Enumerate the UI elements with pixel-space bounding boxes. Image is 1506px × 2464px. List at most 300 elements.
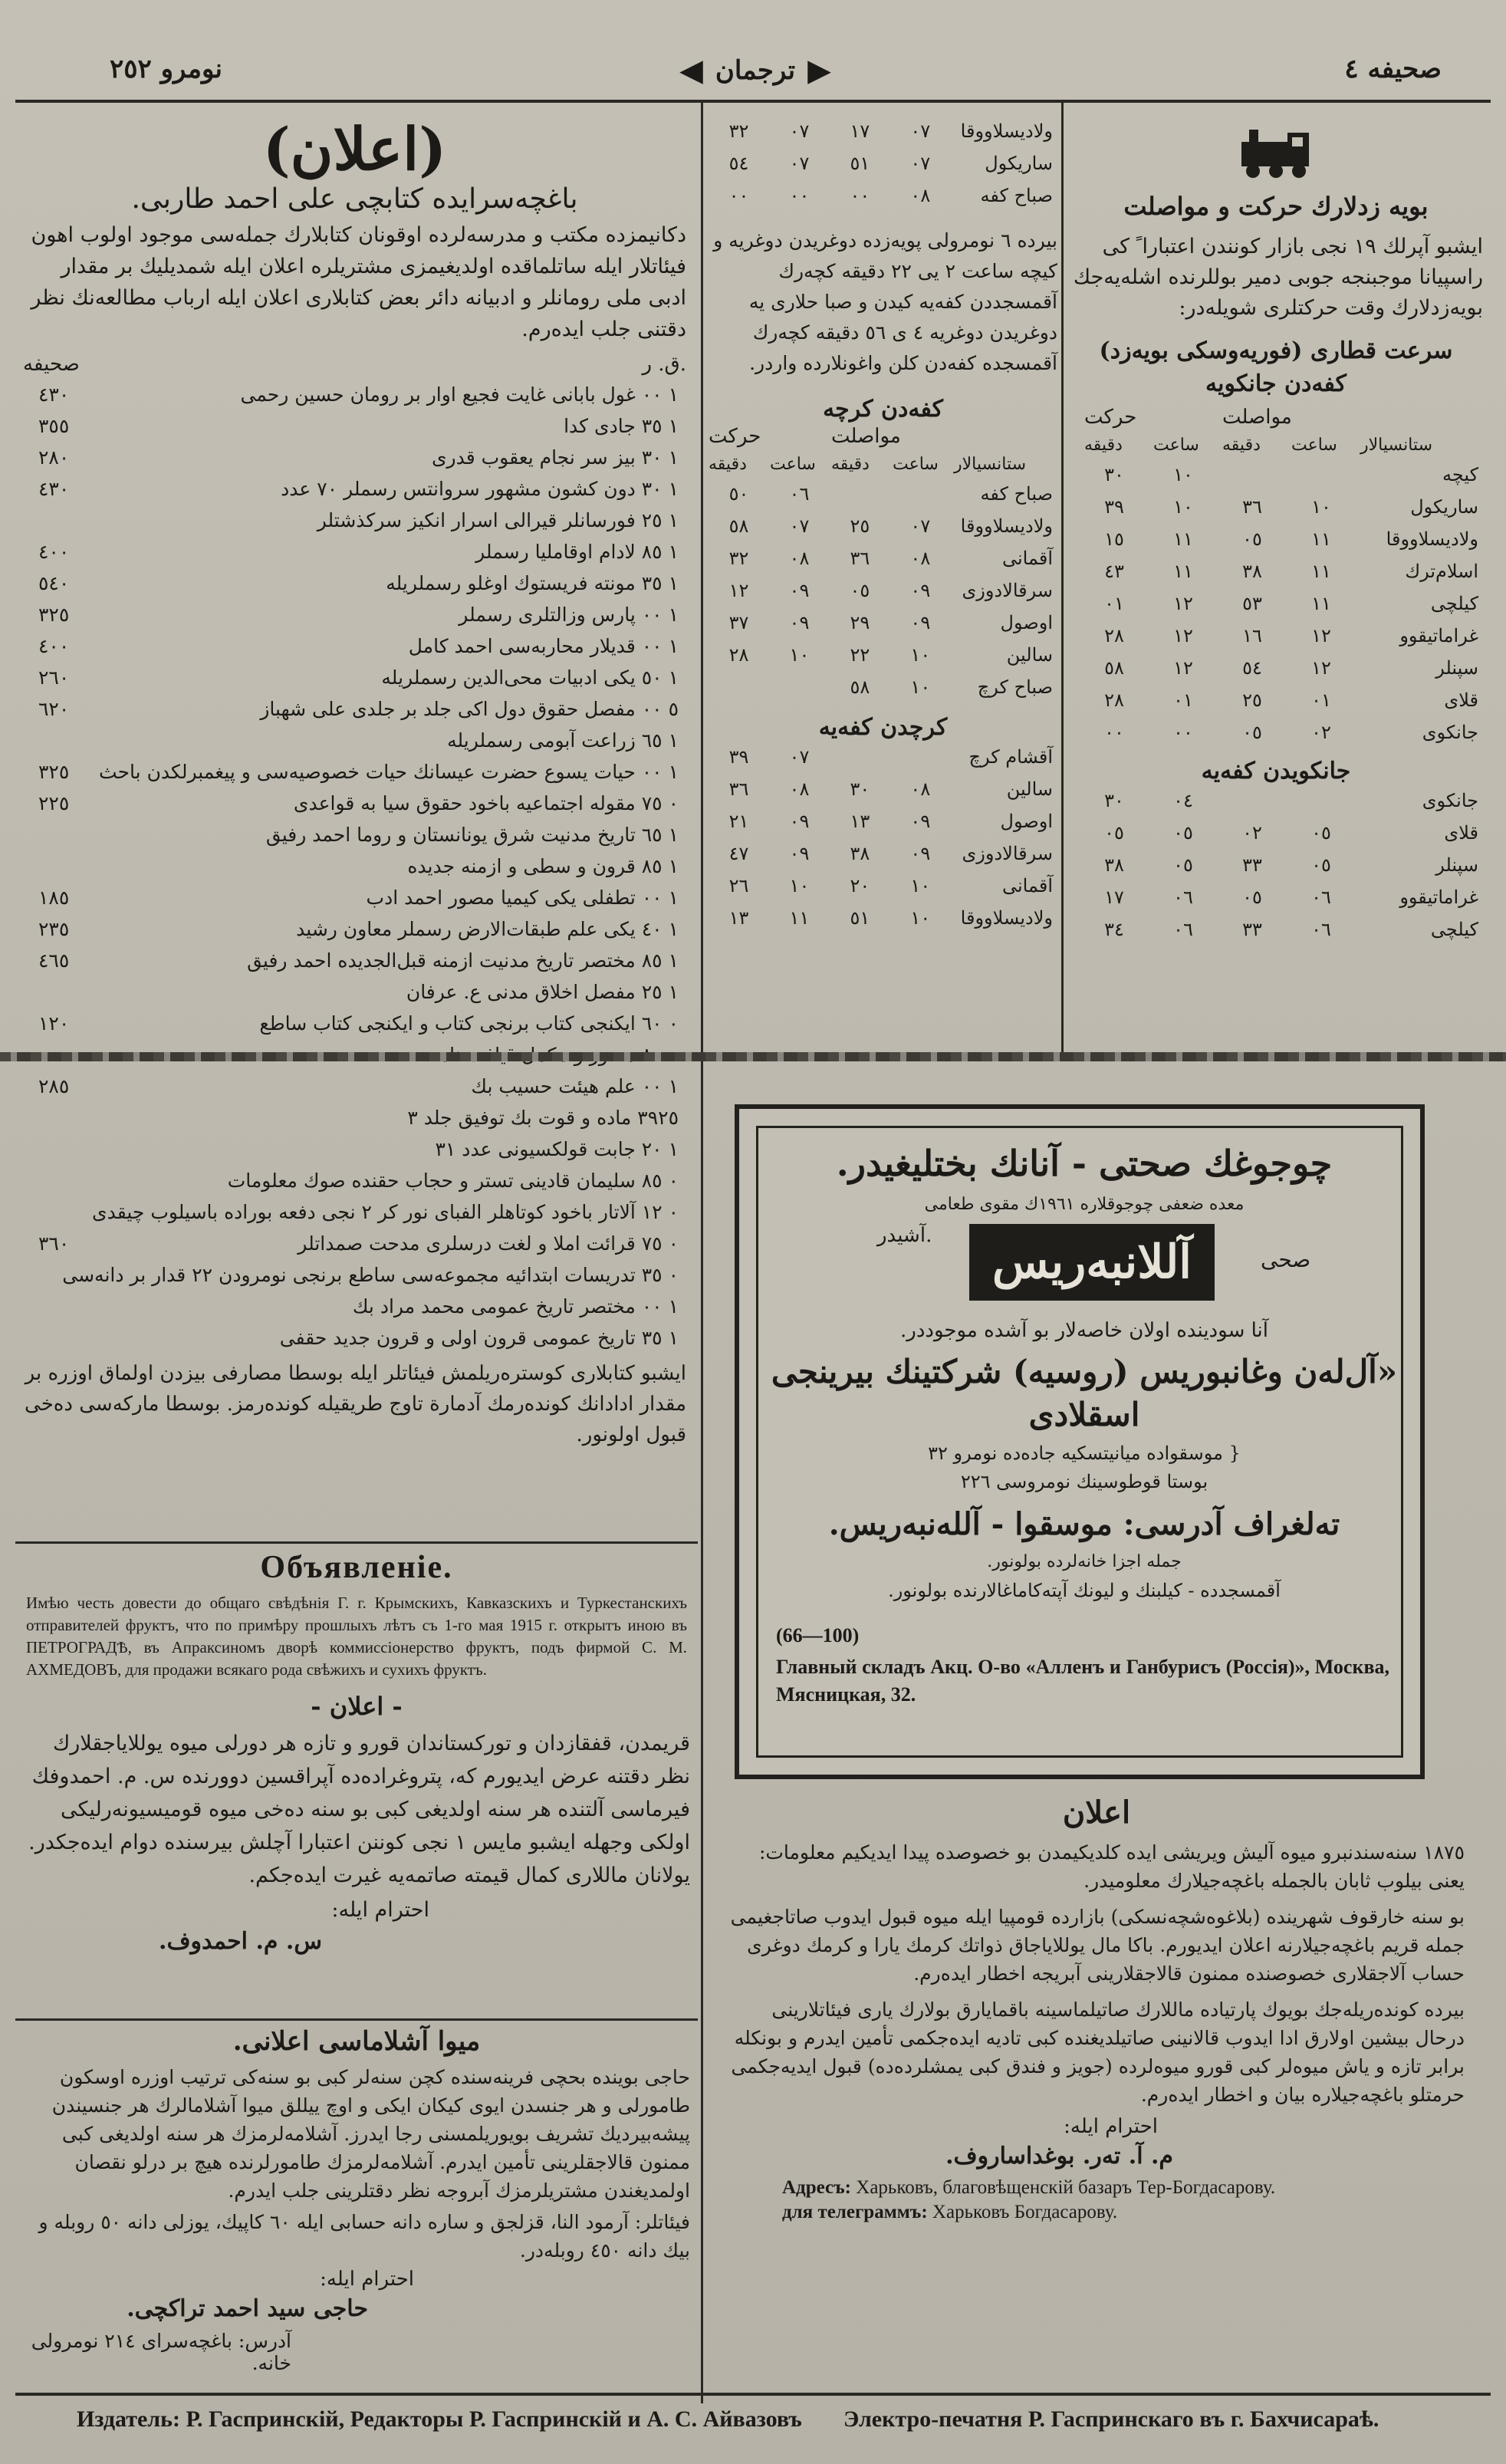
station-name: ساريكول [1410, 496, 1478, 518]
bookshop-ad [15, 115, 694, 1455]
book-pages: ١٢٠ [38, 1012, 70, 1035]
time-cell: ٥٤ [728, 153, 749, 174]
book-title: ٥ ٠٠ مفصل حقوق دول اكى جلد بر جلدى على شهباز [260, 698, 679, 720]
timetable-row [709, 115, 1057, 147]
station-name: جانكوى [1422, 790, 1478, 811]
time-cell: ٢٥ [1242, 689, 1262, 711]
timetable-intro: ايشبو آپرلك ١٩ نجى بازار كونندن اعتبارا ً كى راسپيانا موجبنجه جوبى دمير بوللرنده اشله‌يه‌جك بويه‌زدلارك وقت حركتلرى شويله‌در: [1073, 235, 1483, 320]
time-cell: ١٠ [789, 644, 810, 666]
book-list-item [15, 536, 694, 567]
book-title: ١ ٣٠ بيز سر نجام يعقوب قدرى [431, 446, 679, 469]
time-cell: ٠٦ [1173, 919, 1193, 940]
time-cell: ٠٥ [1242, 887, 1262, 908]
station-name: ولاديسلاووقا [960, 120, 1053, 142]
time-cell: ٢٨ [728, 644, 749, 666]
time-cell: ٣٣ [1242, 919, 1262, 940]
book-title: ١ ٢٠ جابت قولكسيونى عدد ٣١ [435, 1138, 679, 1160]
book-title: ١ ٣٠ دون كشون مشهور سروانتس رسملر ٧٠ عدد [281, 478, 679, 500]
timetable-row [1069, 849, 1483, 881]
issue-number: نومرو ٢٥٢ [109, 54, 222, 84]
time-cell: ٤٣ [1104, 561, 1124, 582]
book-title: ١ ٨٥ مختصر تاريخ مدنيت ازمنه قبل‌الجديده احمد رفيق [247, 949, 679, 972]
notice-body: Имѣю честь довести до общаго свѣдѣнія Г. г. Крымскихъ, Кавказскихъ и Туркестанскихъ отправителей фруктъ, что по примѣру прошлыхъ лѣтъ съ 1-го мая 1915 г. открытъ иною въ ПЕТРОГРАДѢ, въ Апраксиномъ дворѣ коммиссіонерство фруктъ, подъ фирмой С. М. АХМЕДОВЪ, для продажи всякаго рода свѣжихъ и сухихъ фруктъ. [26, 1594, 687, 1679]
time-cell: ٤٧ [728, 843, 749, 864]
time-cell: ٠٥ [1104, 822, 1124, 844]
book-list-item [15, 662, 694, 693]
notice-title: Объявленіе. [260, 1550, 453, 1585]
book-title: ١ ٠٠ علم هيئت حسيب بك [471, 1075, 679, 1097]
book-pages: ٣٥٥ [38, 415, 70, 437]
station-name: ولاديسلاووقا [1386, 528, 1478, 550]
book-list-item [15, 1291, 694, 1322]
ad-tagline: آنا سودينده اولان خاصه‌لار بو آشده موجوددر. [900, 1319, 1268, 1342]
book-pages: ٤٣٠ [38, 383, 70, 406]
fast-train-label: سرعت قطارى (فوريه‌وسكى‌ بويه‌زد) [1099, 337, 1453, 364]
station-name: ساريكول [985, 153, 1053, 174]
timetable-rows [709, 741, 1057, 934]
book-list-item [15, 1008, 694, 1039]
time-cell: ٠٢ [1242, 822, 1262, 844]
time-cell: ١٠ [1311, 496, 1331, 518]
route-label: كفه‌دن جانكويه [1205, 370, 1347, 397]
book-title: ٠ ١٢ آلاتار باخود كوتاهلر الفباى نور كر ٢ نجى دفعه بوراده باسيلوب چيقدى [92, 1201, 679, 1223]
time-cell: ١٢ [728, 580, 749, 601]
book-title: ٠ ٣٥ تدريسات ابتدائيه مجموعه‌سى ساطع برنجى نومرودن ٢٢ قدار بر دانه‌سى [62, 1264, 679, 1286]
book-title: ١ ٦٥ زراعت آبومى رسملريله [447, 729, 679, 752]
station-name: سرقالادوزى [962, 843, 1053, 864]
ad-russian-address: Главный складъ Акц. О-во «Алленъ и Ганбурисъ (Россія)», Москва, Мясницкая, 32. [776, 1656, 1389, 1706]
time-cell: ١٢ [1311, 625, 1331, 646]
time-cell: ٠١ [1311, 689, 1331, 711]
station-name: غراماتيقوو [1399, 625, 1478, 646]
time-cell: ١٠ [910, 875, 931, 896]
grafting-prices: فيئاتلر: آرمود النا، قزلجق و ساره دانه حسابى ايله ٦٠ كاپيك، يوزلى دانه ٥٠ روبله و بيك دانه ٤٥٠ روبله‌در. [38, 2211, 690, 2262]
book-pages: ٤٠٠ [38, 635, 70, 657]
time-cell: ١٠ [910, 676, 931, 698]
time-cell: ١١ [789, 907, 810, 929]
book-title: ١ ٠٠ حيات يسوع حضرت عيسانك حيات خصوصيه‌سى و پيغمبرلكدن باحث [99, 761, 679, 783]
timetable-rows [709, 478, 1057, 703]
time-cell: ٠٩ [910, 580, 931, 601]
station-name: سپنلر [1435, 854, 1478, 876]
book-list-item [15, 410, 694, 442]
book-list-item [15, 567, 694, 599]
book-pages: ٢٨٠ [38, 446, 70, 469]
time-cell: ٥٨ [728, 515, 749, 537]
time-cell: ١١ [1173, 561, 1193, 582]
book-title: ١ ٨٥ لادام اوقامليا رسملر [475, 541, 679, 563]
masthead [629, 48, 882, 94]
book-list-item [15, 913, 694, 945]
ad-note2: آقمسجدده - كيلبنك و ليونك آپته‌كاماغالارنده بولونور. [888, 1580, 1281, 1601]
timetable-row [709, 147, 1057, 179]
time-cell: ٣٨ [850, 843, 870, 864]
timetable-row [709, 902, 1057, 934]
time-cell: ٠٤ [1173, 790, 1193, 811]
time-cell: ٢٥ [850, 515, 870, 537]
train-icon [1069, 115, 1483, 192]
book-list-item [15, 945, 694, 976]
time-cell: ٣٩ [728, 746, 749, 768]
book-list-item [15, 1165, 694, 1196]
time-cell: ٣٧ [728, 612, 749, 633]
time-cell: ٢٩ [850, 612, 870, 633]
book-title: ٠ ٦٠ ايكنجى كتاب برنجى كتاب و ايكنجى كتاب ساطع [259, 1012, 679, 1035]
book-title: ٠ ٧٥ قرائت املا و لغت درسلرى مدحت صمداتلر [298, 1232, 679, 1255]
time-cell: ٥١ [850, 153, 870, 174]
timetable-note: بيرده ٦ نومرولى پويه‌زده دوغريدن دوغريه ‌و كيچه ساعت ٢ يى ٢٢ دقيقه كچه‌رك آقمسجددن كفه‌يه كيدن و صبا حلارى يه دوغريدن دوغريه ٤ ى ٥٦ دقيقه كچه‌رك آقمسجده كفه‌دن كلن واغونلارده واردر. [713, 229, 1057, 374]
station-name: قلاى [1444, 822, 1478, 844]
notice-sign-label: احترام ايله: [1064, 2115, 1158, 2138]
notice-signature: م. آ. تەر. بوغداساروف. [945, 2143, 1173, 2170]
timetable-row [709, 510, 1057, 542]
column-rule [1061, 103, 1064, 1054]
grafting-title: ميوا آشلاماسى اعلانى. [232, 2026, 481, 2057]
book-list-item [15, 725, 694, 756]
arrow-ornament-icon: ▶ [807, 53, 831, 88]
time-cell: ٣٦ [1242, 496, 1262, 518]
station-name: سالين [1006, 644, 1053, 666]
book-title: ١ ٣٥ جادى كدا [564, 415, 679, 437]
timetable-row [709, 870, 1057, 902]
book-title: ١ ٦٥ تاريخ مدنيت شرق يونانستان و روما احمد رفيق [265, 824, 679, 846]
ad-headline: چوجوغك صحتى - آنانك بختليغيدر. [836, 1143, 1333, 1184]
ad-code: (66—100) [776, 1624, 860, 1647]
book-title: ٠ ٨٥ سليمان قادينى تستر و حجاب حقنده صوك معلومات [227, 1169, 679, 1192]
timetable-rows [1069, 785, 1483, 946]
station-name: آقمانى [1001, 548, 1053, 569]
notice-sign-label: احترام ايله: [331, 1898, 429, 1922]
time-cell: ٠٦ [1311, 887, 1331, 908]
station-name: آقمانى [1001, 875, 1053, 896]
book-pages: ٢٢٥ [38, 792, 70, 814]
notice-signature: س. م. احمدوف. [159, 1928, 322, 1955]
book-title: ١ ٠٠ تطفلى يكى كيميا مصور احمد ادب [366, 887, 679, 909]
timetable-row [709, 607, 1057, 639]
book-list-item [15, 756, 694, 788]
paper-name: ترجمان [715, 55, 796, 86]
time-cell: ٠٩ [789, 612, 810, 633]
time-cell: ٠٠ [1173, 722, 1193, 743]
book-list-item [15, 788, 694, 819]
time-cell: ١٧ [1104, 887, 1124, 908]
footer-printer: Электро-печатня Р. Гаспринскаго въ г. Бахчисараѣ. [843, 2406, 1379, 2432]
time-cell: ٢١ [728, 811, 749, 832]
book-pages: ٣٢٥ [38, 604, 70, 626]
fruit-trader-notice [713, 1795, 1480, 2223]
book-list-item [15, 1259, 694, 1291]
russian-telegram: для телеграммъ: Харьковъ Богдасарову. [782, 2202, 1118, 2222]
book-title: ١ ٣٥ مونته فريستوك اوغلو رسملريله [386, 572, 679, 594]
time-cell: ٠٧ [910, 120, 931, 142]
book-title: ١ ٣٥ تاريخ عمومى قرون اولى و قرون جديد حقفى [279, 1327, 679, 1349]
time-cell: ٣٠ [850, 778, 870, 800]
book-pages: ٤٣٠ [38, 478, 70, 500]
book-title: ٣٩٢٥ ماده و قوت بك توفيق جلد ٣ [407, 1107, 679, 1129]
time-cell: ١٢ [1173, 625, 1193, 646]
torn-edge [0, 1052, 1506, 1061]
grafting-sign-label: احترام ايله: [320, 2268, 414, 2291]
timetable-row [709, 639, 1057, 671]
grafting-signature: حاجى سيد احمد تراكچى. [127, 2295, 368, 2322]
time-cell: ٣٠ [1104, 790, 1124, 811]
time-cell: ١٧ [850, 120, 870, 142]
book-title: ١ ٢٥ فورسانلر قيرالى اسرار انكيز سركذشتلر [317, 509, 679, 531]
time-cell: ٠٨ [910, 548, 931, 569]
time-cell: ١١ [1311, 561, 1331, 582]
notice-tatar-body: قريمدن، قفقازدان و تورکستاندان قورو و تازه هر دورلى ميوه يوللاياجقلارك نظر دقتنه عرض ايديورم كه، پتروغراده‌ده آپراقسين دوورنده س. م. احمدوفك فيرماسى آلتنده هر سنه اولديغى كبى بو سنه ده‌خى ميوه قوميسيونه‌رليكى اولكى وجهله ايشبو مايس ١ نجى كوننن اعتبارا آچلش بيرسنده دوام ايده‌جكدر. يولانان ماللارى كمال قيمته صاتمه‌يه غيرت ايده‌جكم. [28, 1732, 690, 1887]
timetable-row [1069, 491, 1483, 523]
book-pages: ٥٤٠ [38, 572, 70, 594]
book-list-item [15, 1102, 694, 1133]
time-cell: ٠٥ [1311, 854, 1331, 876]
time-cell: ١٠ [910, 907, 931, 929]
notice-title: اعلان [1062, 1795, 1131, 1831]
book-title: ١ ٠٠ پارس وزالتلرى رسملر [459, 604, 679, 626]
book-list-item [15, 819, 694, 850]
book-title: ١ ٤٠ يكى علم طبقات‌الارض رسملر معاون رشيد [296, 918, 679, 940]
time-cell: ٠٩ [789, 843, 810, 864]
timetable-row [709, 478, 1057, 510]
station-name: كيلچى [1430, 593, 1478, 614]
time-cell: ٠٧ [789, 515, 810, 537]
book-pages: ٤٠٠ [38, 541, 70, 563]
book-title: ١ ٨٥ قرون و سطى و ازمنه جديده [407, 855, 679, 877]
timetable-col-headers: مواصلت حركت [1084, 406, 1292, 429]
timetable-sub-headers: ستانسيالار ساعت دقيقه ساعت دقيقه [709, 454, 1027, 474]
time-cell: ٥٤ [1242, 657, 1262, 679]
timetable-row [1069, 684, 1483, 716]
ad-closing: ايشبو كتابلارى كوستره‌ريلمش فيئاتلر ايله بوسطا مصارفى بيزدن اولماق اوزره بر مقدار ادادانك كونده‌رمك آدمارة تاوج طريقيله كونده‌رمز. بوسطا ماركه‌سى ده‌خى قبول اولونور. [25, 1362, 686, 1446]
timetable-row [1069, 785, 1483, 817]
timetable-row [1069, 555, 1483, 587]
timetable-row [1069, 620, 1483, 652]
book-list-item [15, 442, 694, 473]
book-list-item [15, 630, 694, 662]
timetable-col-headers: مواصلت حركت [709, 425, 901, 448]
timetable-row [709, 773, 1057, 805]
time-cell: ٠٧ [789, 746, 810, 768]
brand-right: آشيدر. [877, 1224, 932, 1247]
timetable-row [1069, 913, 1483, 946]
station-name: سپنلر [1435, 657, 1478, 679]
timetable-row [709, 542, 1057, 574]
book-pages: ٣٦٠ [38, 1232, 70, 1255]
ad-title: (اعلان) [262, 115, 447, 183]
time-cell: ٥٨ [1104, 657, 1124, 679]
route-label: كرچدن كفه‌يه [818, 714, 948, 741]
notice-paragraph: ١٨٧٥ سنه‌سندنبرو ميوه آليش ويريشى ايده كلديكيمدن بو خصوصده پيدا ايديكيم معلومات: يعنى بيلوب ثابان بالجمله باغچه‌جيلارك معلوميدر. [758, 1841, 1465, 1892]
timetable-sub-headers: ستانسيالار ساعت دقيقه ساعت دقيقه [1084, 435, 1433, 455]
time-cell: ١٣ [850, 811, 870, 832]
time-cell: ١٠ [1173, 496, 1193, 518]
russian-notice [23, 1549, 690, 1955]
book-pages: ٤٦٥ [38, 949, 70, 972]
time-cell: ١٠ [1173, 464, 1193, 485]
timetable-row [1069, 587, 1483, 620]
route-label: جانكويدن كفه‌يه [1201, 758, 1351, 785]
time-cell: ٢٢ [850, 644, 870, 666]
time-cell: ٠٥ [1173, 854, 1193, 876]
time-cell: ٠٩ [789, 811, 810, 832]
time-cell: ٥٠ [728, 483, 749, 505]
time-cell: ١١ [1311, 593, 1331, 614]
timetable-row [1069, 881, 1483, 913]
book-list-item [15, 505, 694, 536]
book-list-item [15, 1071, 694, 1102]
time-cell: ١٣ [728, 907, 749, 929]
time-cell: ٣٤ [1104, 919, 1124, 940]
book-pages: ٢٨٥ [38, 1075, 70, 1097]
time-cell: ٢٨ [1104, 689, 1124, 711]
time-cell: ١٢ [1173, 657, 1193, 679]
book-pages: ١٨٥ [38, 887, 70, 909]
arrow-ornament-icon: ◀ [679, 53, 703, 88]
train-timetable-continued [709, 115, 1057, 934]
section-rule [15, 2018, 698, 2021]
time-cell: ٠٧ [789, 153, 810, 174]
route-label: كفه‌دن كرچه [823, 396, 943, 423]
timetable-row [709, 179, 1057, 212]
time-cell: ٢٦ [728, 875, 749, 896]
footer-rule [15, 2393, 1491, 2396]
time-cell: ٠٥ [1242, 528, 1262, 550]
time-cell: ٠٥ [1311, 822, 1331, 844]
grafting-body: حاجى بوينده بحچى فرينه‌سنده كچن سنه‌لر كبى بو سنه‌كى ترتيب اوزره اوسكون طامورلى و هر جنسدن ايوى كيكان ايكى و اوچ ييللق ميوا آشلامالرك هر جنسيندن پيشه‌بيرديك تشريف بويوريلمسنى رجا ايدرز. آشلامه‌لرمزك هر سنه اولديغى كبى ممنون قالاجقلرينى تأمين ايدرم. آشلامه‌لرمزك طامورلرنده هيچ بر درلو نقصان اولمديغندن مشتريلرمزك آبروجه نظر دقتلرينى جلب ايدرم. [51, 2066, 690, 2202]
time-cell: ٠٥ [850, 580, 870, 601]
timetable-rows [709, 115, 1057, 212]
time-cell: ٠٨ [910, 185, 931, 206]
book-title: ٠ ٧٥ مقوله اجتماعيه باخود حقوق سيا به قواعدى [293, 792, 679, 814]
ad-address2: بوستا قوطوسينك نومروسى ٢٢٦ [960, 1471, 1208, 1492]
time-cell: ٠١ [1104, 593, 1124, 614]
station-name: آقشام كرچ [968, 746, 1053, 768]
time-cell: ٠٧ [910, 515, 931, 537]
time-cell: ٠٥ [1173, 822, 1193, 844]
time-cell: ٠٨ [910, 778, 931, 800]
notice-tatar-title: - اعلان - [311, 1692, 403, 1721]
ad-company: «آل‌له‌ن وغانبوريس (روسيه) شركتينك بيرينجى اسقلادى [771, 1353, 1398, 1433]
book-pages: ٢٣٥ [38, 918, 70, 940]
book-list-item [15, 379, 694, 410]
time-cell: ٣٨ [1104, 854, 1124, 876]
station-name: صباح كفه [980, 483, 1053, 505]
time-cell: ٣٦ [850, 548, 870, 569]
time-cell: ٣٩ [1104, 496, 1124, 518]
time-cell: ١٢ [1173, 593, 1193, 614]
time-cell: ٠٠ [728, 185, 749, 206]
station-name: اوصول [1000, 612, 1053, 633]
book-list-item [15, 473, 694, 505]
header-rule [15, 100, 1491, 103]
book-list-item [15, 976, 694, 1008]
time-cell: ٠٢ [1311, 722, 1331, 743]
time-cell: ٠٦ [789, 483, 810, 505]
station-name: قلاى [1444, 689, 1478, 711]
time-cell: ٠٦ [1173, 887, 1193, 908]
timetable-row [709, 671, 1057, 703]
book-list-item [15, 1196, 694, 1228]
book-list-item [15, 1133, 694, 1165]
timetable-row [709, 805, 1057, 837]
timetable-row [1069, 716, 1483, 748]
ad-address1: { موسقواده ميانيتسكيه جاده‌ده نومرو ٣٢ [928, 1443, 1241, 1464]
book-pages: ٢٦٠ [38, 666, 70, 689]
book-title: ١ ٢٥ مفصل اخلاق مدنى ع. عرفان [406, 981, 679, 1003]
time-cell: ١٢ [1311, 657, 1331, 679]
time-cell: ٠٠ [1104, 722, 1124, 743]
allenburys-ad [735, 1104, 1425, 1779]
column-rule [701, 103, 703, 2403]
time-cell: ٠٧ [910, 153, 931, 174]
timetable-rows [1069, 459, 1483, 748]
time-cell: ٣٠ [1104, 464, 1124, 485]
section-rule [15, 1541, 698, 1544]
page-number: صحيفه ٤ [1344, 54, 1442, 84]
station-name: سرقالادوزى [962, 580, 1053, 601]
time-cell: ١٠ [910, 644, 931, 666]
time-cell: ٠٩ [910, 811, 931, 832]
timetable-row [709, 837, 1057, 870]
book-list-item [15, 599, 694, 630]
timetable-title: بويه‌ زدلارك حركت و مواصلت [1123, 192, 1429, 221]
ad-intro: دكانيمزده مكتب و مدرسه‌لرده اوقونان كتابلارك جمله‌سى موجود اولوب اهون فيئاتلار ايله ساتلماقده اولديغيمزى مشتريلره اعلان ايله شمديليك بر مقدار ادبى ملى رومانلر و ادبيانه دائر بعض كتابلارى اعلان ايله ارباب مطالعه‌نك نظر دقتنى جلب ايده‌رم. [31, 223, 686, 341]
timetable-row [709, 574, 1057, 607]
footer-publisher: Издатель: Р. Гаспринскій, Редакторы Р. Гаспринскій и А. С. Айвазовъ [77, 2406, 802, 2432]
book-list-item [15, 1228, 694, 1259]
time-cell: ٠٦ [1311, 919, 1331, 940]
book-list [15, 379, 694, 1354]
station-name: كيلچى [1430, 919, 1478, 940]
station-name: ولاديسلاووقا [960, 907, 1053, 929]
ad-note1: جمله اجزا خانه‌لرده بولونور. [987, 1552, 1182, 1571]
book-list-header: ق. ر. صحيفه [23, 353, 686, 376]
book-title: ١ ٠٠ قديلار محاربه‌سى احمد كامل [408, 635, 679, 657]
time-cell: ٠٨ [789, 548, 810, 569]
russian-address: Адресъ: Харьковъ, благовѣщенскій базаръ Тер-Богдасарову. [782, 2177, 1276, 2198]
book-pages: ٣٢٥ [38, 761, 70, 783]
timetable-row [1069, 652, 1483, 684]
notice-paragraph: بيرده كونده‌ريله‌جك بويوك پارتياده ماللارك صاتيلماسينه باقمايارق بولارك يارى فيئاتلارينى درحال بيشين اولارق ادا ايدوب قالانينى صاتيلديغنده كبى تاديه ايده‌جكمى تأمين ايدرم و بونكله برابر تازه و ياش ميوه‌لر كبى قورو ميوه‌لرده (جويز و فندق كبى يمشلرده‌ده) قبول ايديه‌جكمى حرمتلو باغچه‌جيلاره بيان و اخطار ايده‌رم. [731, 1999, 1465, 2106]
time-cell: ١٠ [789, 875, 810, 896]
time-cell: ٣٣ [1242, 854, 1262, 876]
time-cell: ٠٩ [910, 612, 931, 633]
time-cell: ٥٣ [1242, 593, 1262, 614]
station-name: اسلام‌ترك [1405, 561, 1478, 582]
time-cell: ١١ [1173, 528, 1193, 550]
train-timetable [1069, 115, 1483, 946]
time-cell: ٣٨ [1242, 561, 1262, 582]
timetable-row [1069, 459, 1483, 491]
time-cell: ٠٥ [1242, 722, 1262, 743]
brand-logo: آللانبه‌ريس [969, 1224, 1215, 1301]
brand-left: صحى [1261, 1247, 1311, 1272]
station-name: صباح كرچ [977, 676, 1053, 698]
time-cell: ٢٨ [1104, 625, 1124, 646]
book-title: ١ ٠٠ مختصر تاريخ عمومى محمد مراد بك [352, 1295, 679, 1318]
book-list-item [15, 882, 694, 913]
time-cell: ٠٠ [850, 185, 870, 206]
station-name: ولاديسلاووقا [960, 515, 1053, 537]
grafting-notice [23, 2026, 690, 2374]
timetable-row [1069, 817, 1483, 849]
book-list-item [15, 850, 694, 882]
time-cell: ١٥ [1104, 528, 1124, 550]
station-name: جانكوى [1422, 722, 1478, 743]
timetable-row [1069, 523, 1483, 555]
time-cell: ١١ [1311, 528, 1331, 550]
ad-subtitle: باغچه‌سرايده كتابچى على احمد طاربى. [131, 183, 578, 215]
